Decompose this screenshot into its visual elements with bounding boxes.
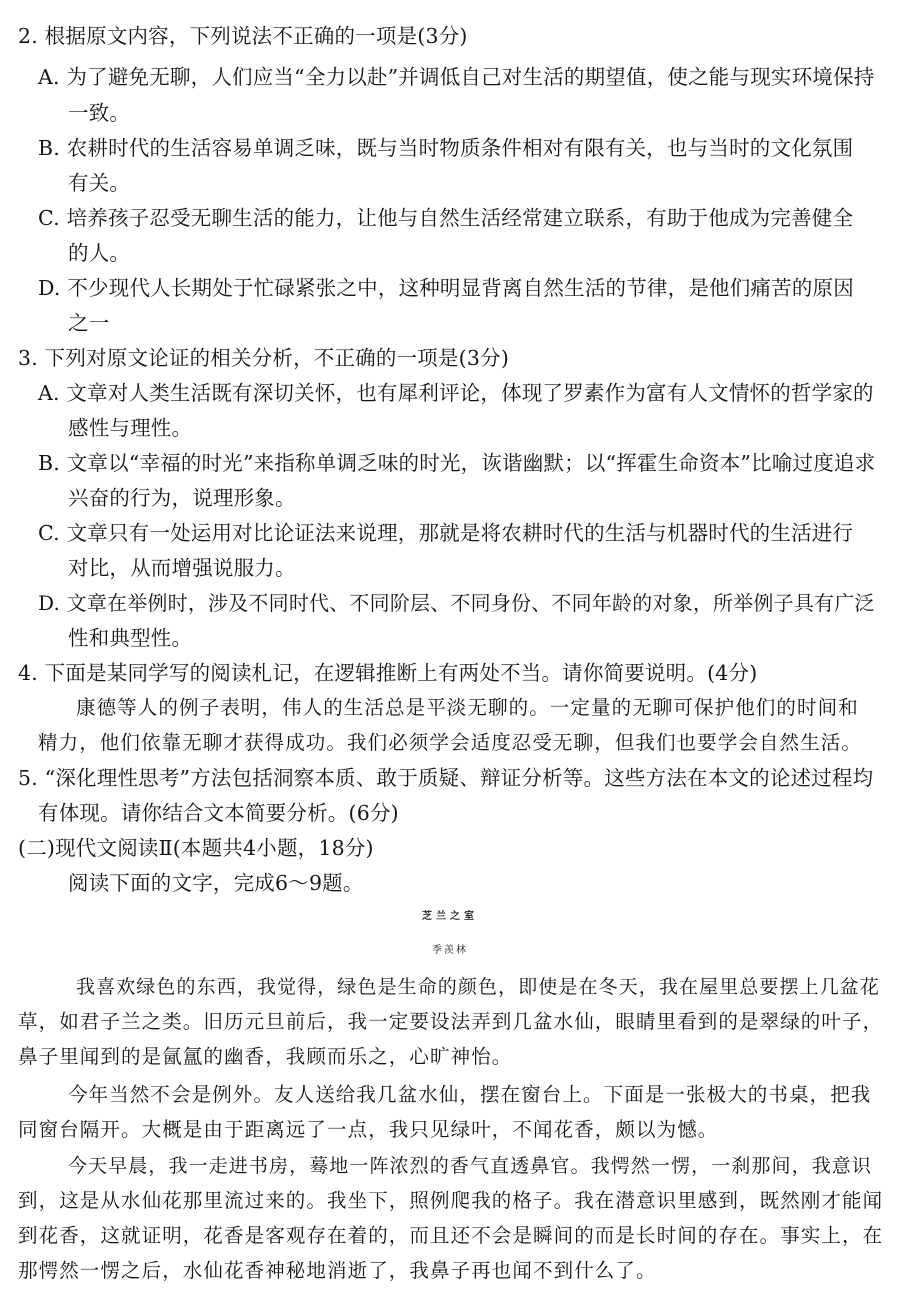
question-5-stem-cont: 有体现。请你结合文本简要分析。(6分) bbox=[38, 801, 399, 825]
article-paragraph-3-line-2: 到，这是从水仙花那里流过来的。我坐下，照例爬我的格子。我在潜意识里感到，既然刚才能闻 bbox=[18, 1189, 884, 1212]
article-paragraph-3-line-4: 那愕然一愣之后，水仙花香神秘地消逝了，我鼻子再也闻不到什么了。 bbox=[18, 1259, 657, 1282]
article-paragraph-1-line-2: 草，如君子兰之类。旧历元旦前后，我一定要设法弄到几盆水仙，眼睛里看到的是翠绿的叶子， bbox=[18, 1010, 884, 1033]
question-4-stem: 4. 下面是某同学写的阅读札记，在逻辑推断上有两处不当。请你简要说明。(4分) bbox=[18, 661, 758, 685]
q2-option-c-cont: 的人。 bbox=[68, 241, 131, 265]
article-title: 芝兰之室 bbox=[422, 911, 478, 922]
article-author: 季羡林 bbox=[432, 945, 468, 956]
q3-option-b: B. 文章以“幸福的时光”来指称单调乏味的时光，诙谐幽默；以“挥霍生命资本”比喻过度追求 bbox=[38, 451, 876, 475]
q2-option-a-cont: 一致。 bbox=[68, 101, 131, 125]
question-3-stem: 3. 下列对原文论证的相关分析，不正确的一项是(3分) bbox=[18, 346, 510, 370]
article-paragraph-3-line-3: 到花香，这就证明，花香是客观存在着的，而且还不会是瞬间的而是长时间的存在。事实上，在 bbox=[18, 1224, 884, 1247]
q3-option-a-cont: 感性与理性。 bbox=[68, 416, 193, 440]
q2-option-b-cont: 有关。 bbox=[68, 171, 131, 195]
q2-option-c: C. 培养孩子忍受无聊生活的能力，让他与自然生活经常建立联系，有助于他成为完善健全 bbox=[38, 206, 854, 230]
q2-option-d: D. 不少现代人长期处于忙碌紧张之中，这种明显背离自然生活的节律，是他们痛苦的原因 bbox=[38, 276, 854, 300]
q3-option-b-cont: 兴奋的行为，说理形象。 bbox=[68, 486, 296, 510]
question-5-stem: 5. “深化理性思考”方法包括洞察本质、敢于质疑、辩证分析等。这些方法在本文的论述过程均 bbox=[18, 766, 874, 790]
reading-note-line-2: 精力，他们依靠无聊才获得成功。我们必须学会适度忍受无聊，但我们也要学会自然生活。 bbox=[38, 731, 863, 754]
q2-option-b: B. 农耕时代的生活容易单调乏味，既与当时物质条件相对有限有关，也与当时的文化氛围 bbox=[38, 136, 854, 160]
section-heading: (二)现代文阅读Ⅱ(本题共4小题，18分) bbox=[18, 836, 374, 860]
q3-option-a: A. 文章对人类生活既有深切关怀，也有犀利评论，体现了罗素作为富有人文情怀的哲学家的 bbox=[38, 381, 874, 405]
q2-option-d-cont: 之一 bbox=[68, 311, 110, 335]
article-paragraph-1-line-1: 我喜欢绿色的东西，我觉得，绿色是生命的颜色，即使是在冬天，我在屋里总要摆上几盆花 bbox=[76, 976, 881, 998]
article-paragraph-2-line-2: 同窗台隔开。大概是由于距离远了一点，我只见绿叶，不闻花香，颇以为憾。 bbox=[18, 1118, 719, 1141]
q3-option-c: C. 文章只有一处运用对比论证法来说理，那就是将农耕时代的生活与机器时代的生活进行 bbox=[38, 521, 854, 545]
q3-option-c-cont: 对比，从而增强说服力。 bbox=[68, 556, 296, 580]
article-paragraph-1-line-3: 鼻子里闻到的是氤氲的幽香，我顾而乐之，心旷神怡。 bbox=[18, 1045, 513, 1068]
q3-option-d-cont: 性和典型性。 bbox=[68, 626, 193, 650]
reading-note-line-1: 康德等人的例子表明，伟人的生活总是平淡无聊的。一定量的无聊可保护他们的时间和 bbox=[76, 696, 859, 719]
section-instruction: 阅读下面的文字，完成6～9题。 bbox=[68, 871, 364, 895]
article-paragraph-3-line-1: 今天早晨，我一走进书房，蓦地一阵浓烈的香气直透鼻官。我愕然一愣，一刹那间，我意识 bbox=[68, 1155, 873, 1177]
q3-option-d: D. 文章在举例时，涉及不同时代、不同阶层、不同身份、不同年龄的对象，所举例子具有广泛 bbox=[38, 591, 875, 615]
q2-option-a: A. 为了避免无聊，人们应当“全力以赴”并调低自己对生活的期望值，使之能与现实环境保持 bbox=[38, 65, 875, 89]
question-2-stem: 2. 根据原文内容，下列说法不正确的一项是(3分) bbox=[18, 24, 468, 48]
article-paragraph-2-line-1: 今年当然不会是例外。友人送给我几盆水仙，摆在窗台上。下面是一张极大的书桌，把我 bbox=[68, 1083, 872, 1106]
